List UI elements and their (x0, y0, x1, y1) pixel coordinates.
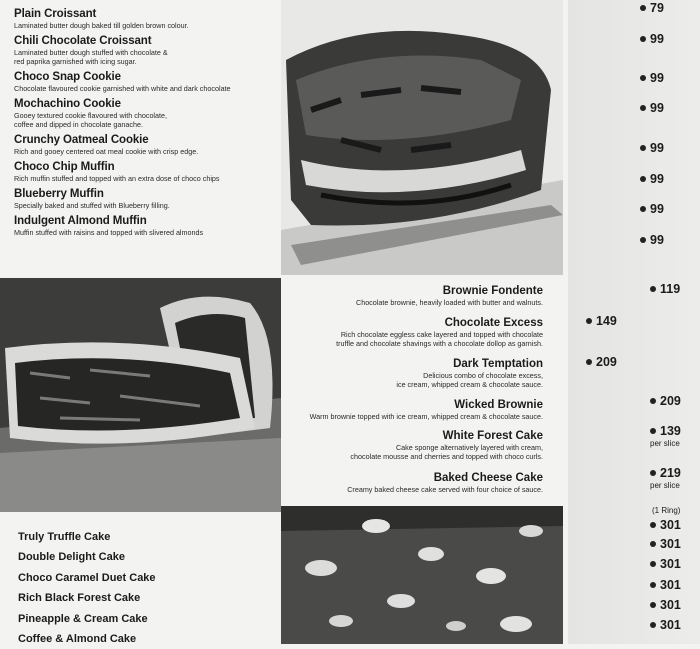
item-desc: Delicious combo of chocolate excess, ice cream, whipped cream & chocolate sauce. (396, 371, 543, 389)
price-mochachino: 99 (640, 101, 664, 115)
item-name: Indulgent Almond Muffin (14, 215, 147, 227)
bullet-icon (650, 522, 656, 528)
bullet-icon (650, 602, 656, 608)
menu-item (14, 161, 284, 183)
item-name: Double Delight Cake (18, 551, 125, 564)
price-oatmeal: 99 (640, 141, 664, 155)
bullet-icon (650, 622, 656, 628)
item-name: Choco Caramel Duet Cake (18, 571, 156, 584)
bullet-icon (650, 541, 656, 547)
price-dark-temptation: 209 (586, 355, 617, 369)
menu-item (310, 399, 543, 421)
bullet-icon (640, 5, 646, 11)
item-name: Chocolate Excess (444, 317, 543, 329)
item-name: Choco Snap Cookie (14, 71, 121, 83)
menu-item (14, 188, 284, 210)
item-desc: Cake sponge alternatively layered with cream, chocolate mousse and cherries and topped with choco curls. (350, 443, 543, 461)
item-desc: Muffin stuffed with raisins and topped with slivered almonds (14, 228, 204, 237)
bullet-icon (650, 582, 656, 588)
item-name: Chili Chocolate Croissant (14, 35, 152, 47)
item-name: Plain Croissant (14, 8, 97, 20)
item-desc: Chocolate flavoured cookie garnished with white and dark chocolate (14, 84, 231, 93)
item-name: Mochachino Cookie (14, 98, 121, 110)
item-name: Wicked Brownie (454, 399, 543, 411)
price-wicked-brownie: 209 (650, 394, 681, 408)
bullet-icon (650, 428, 656, 434)
bullet-icon (640, 237, 646, 243)
price-chili-croissant: 99 (640, 32, 664, 46)
menu-item (350, 430, 543, 461)
menu-item (356, 285, 543, 307)
item-name: Baked Cheese Cake (433, 472, 543, 484)
bullet-icon (640, 206, 646, 212)
price-pineapple: 301 (650, 598, 681, 612)
item-desc: Gooey textured cookie flavoured with chocolate, coffee and dipped in chocolate ganache. (14, 111, 168, 129)
cake-menu (18, 527, 278, 649)
price-brownie-fondente: 119 (650, 282, 680, 296)
bullet-icon (586, 318, 592, 324)
price-coffee-almond: 301 (650, 618, 681, 632)
sandwich-photo (281, 0, 563, 275)
item-name: Choco Chip Muffin (14, 161, 115, 173)
bullet-icon (640, 36, 646, 42)
menu-item (14, 134, 284, 156)
menu-item (14, 215, 284, 237)
item-desc: Laminated butter dough stuffed with chocolate & red paprika garnished with icing sugar. (14, 48, 168, 66)
menu-item (347, 472, 543, 494)
ring-note: (1 Ring) (652, 506, 681, 515)
menu-item (14, 8, 284, 30)
menu-item (336, 317, 543, 348)
price-black-forest: 301 (650, 578, 681, 592)
cake-photo (281, 506, 563, 644)
item-name: Dark Temptation (453, 358, 543, 370)
menu-item (14, 98, 284, 129)
bullet-icon (640, 75, 646, 81)
item-name: Brownie Fondente (442, 285, 543, 297)
item-desc: Rich and gooey centered oat meal cookie with crisp edge. (14, 147, 199, 156)
bullet-icon (640, 105, 646, 111)
bullet-icon (650, 398, 656, 404)
item-name: Rich Black Forest Cake (18, 592, 141, 605)
menu-item (396, 358, 543, 389)
bullet-icon (586, 359, 592, 365)
bullet-icon (650, 561, 656, 567)
item-desc: Rich chocolate eggless cake layered and topped with chocolate truffle and chocolate shavings with a chocolate dollop as garnish. (336, 330, 543, 348)
item-name: Pineapple & Cream Cake (18, 612, 148, 625)
panini-photo (0, 278, 281, 512)
item-desc: Creamy baked cheese cake served with four choice of sauce. (347, 485, 543, 494)
price-choco-snap: 99 (640, 71, 664, 85)
item-desc: Laminated butter dough baked till golden brown colour. (14, 21, 189, 30)
item-desc: Rich muffin stuffed and topped with an extra dose of choco chips (14, 174, 220, 183)
item-name: White Forest Cake (442, 430, 543, 442)
price-cheese-cake: 219 (650, 466, 681, 480)
price-caramel-duet: 301 (650, 557, 681, 571)
price-chocolate-excess: 149 (586, 314, 617, 328)
price-choco-chip: 99 (640, 172, 664, 186)
bullet-icon (640, 176, 646, 182)
item-name: Blueberry Muffin (14, 188, 104, 200)
price-white-forest: 139 (650, 424, 681, 438)
item-desc: Specially baked and stuffed with Blueberry filling. (14, 201, 170, 210)
item-name: Truly Truffle Cake (18, 531, 111, 543)
item-name: Coffee & Almond Cake (18, 633, 137, 646)
bullet-icon (640, 145, 646, 151)
item-desc: Chocolate brownie, heavily loaded with butter and walnuts. (356, 298, 543, 307)
price-truffle-cake: 301 (650, 518, 681, 532)
item-desc: Warm brownie topped with ice cream, whipped cream & chocolate sauce. (309, 412, 543, 421)
bullet-icon (650, 470, 656, 476)
pastry-menu (14, 8, 284, 242)
item-name: Crunchy Oatmeal Cookie (14, 134, 149, 146)
price-plain-croissant: 79 (640, 1, 664, 15)
per-slice-note: per slice (650, 481, 680, 490)
bullet-icon (650, 286, 656, 292)
price-almond-muffin: 99 (640, 233, 664, 247)
per-slice-note: per slice (650, 439, 680, 448)
menu-item (14, 71, 284, 93)
price-blueberry: 99 (640, 202, 664, 216)
menu-item (14, 35, 284, 66)
price-double-delight: 301 (650, 537, 681, 551)
